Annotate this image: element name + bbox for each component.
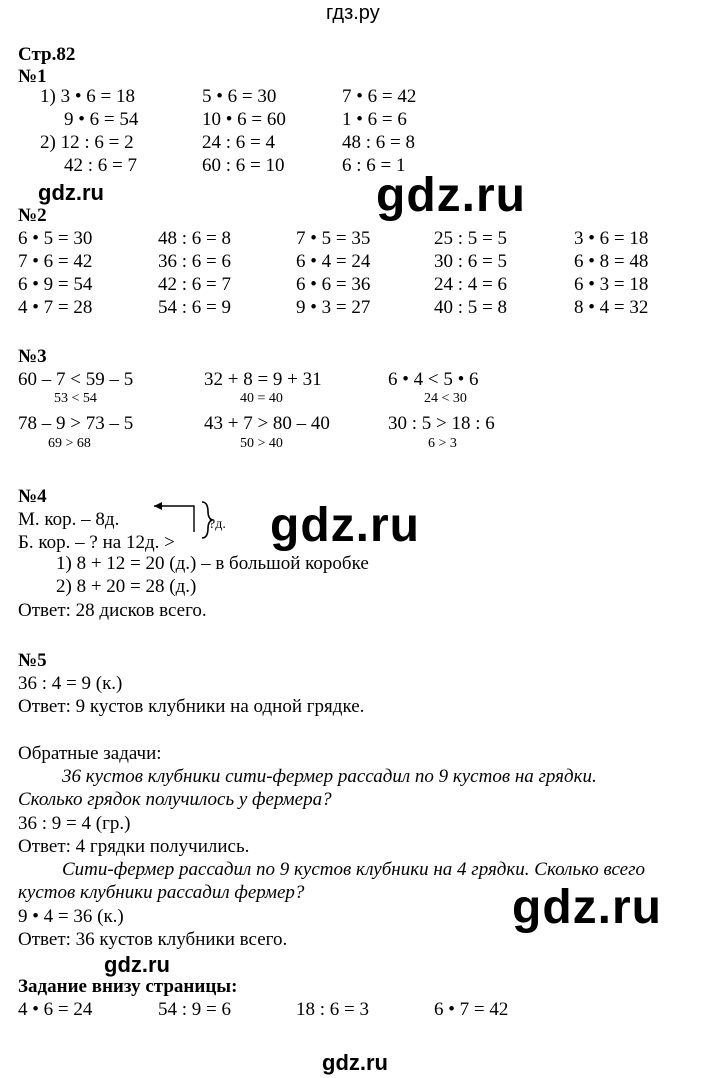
watermark: gdz.ru [270,499,420,552]
task2-item: 24 : 4 = 6 [434,274,507,295]
task3-title: №3 [18,346,47,367]
task1-item: 48 : 6 = 8 [342,132,415,153]
task3-check: 24 < 30 [424,391,467,406]
task2-item: 9 • 3 = 27 [296,297,371,318]
bottom-task-item: 4 • 6 = 24 [18,999,93,1020]
task4-short-line2: Б. кор. – ? на 12д. > [18,532,175,553]
task1-item: 1) 3 • 6 = 18 [40,86,135,107]
bottom-task-item: 18 : 6 = 3 [296,999,369,1020]
inverse-task-text: Сити-фермер рассадил по 9 кустов клубники на 4 грядки. Сколько всего [62,859,646,880]
task1-item: 1 • 6 = 6 [342,109,407,130]
task2-item: 7 • 5 = 35 [296,228,371,249]
comparison-arrow-diagram [140,498,220,548]
task2-item: 6 • 3 = 18 [574,274,649,295]
task1-title: №1 [18,66,47,87]
task5-equation: 36 : 4 = 9 (к.) [18,673,123,694]
task1-item: 60 : 6 = 10 [202,155,285,176]
task2-item: 54 : 6 = 9 [158,297,231,318]
task4-answer: Ответ: 28 дисков всего. [18,600,207,621]
task2-item: 6 • 5 = 30 [18,228,93,249]
watermark: gdz.ru [38,180,104,205]
bottom-task-item: 54 : 9 = 6 [158,999,231,1020]
task1-item: 2) 12 : 6 = 2 [40,132,134,153]
task2-item: 40 : 5 = 8 [434,297,507,318]
task3-item: 6 • 4 < 5 • 6 [388,369,479,390]
inverse-task-answer: Ответ: 36 кустов клубники всего. [18,929,288,950]
task3-check: 53 < 54 [54,391,97,406]
task5-answer: Ответ: 9 кустов клубники на одной грядке. [18,696,365,717]
task2-item: 4 • 7 = 28 [18,297,93,318]
task3-check: 50 > 40 [240,436,283,451]
task1-item: 9 • 6 = 54 [64,109,139,130]
task1-item: 7 • 6 = 42 [342,86,417,107]
task3-check: 40 = 40 [240,391,283,406]
watermark: gdz.ru [322,1050,388,1075]
page-label: Стр.82 [18,44,76,65]
brace-label: ?д. [209,517,226,532]
task2-item: 8 • 4 = 32 [574,297,649,318]
task2-item: 42 : 6 = 7 [158,274,231,295]
inverse-task-equation: 9 • 4 = 36 (к.) [18,906,124,927]
inverse-task-answer: Ответ: 4 грядки получились. [18,836,250,857]
task3-check: 6 > 3 [428,436,457,451]
watermark: gdz.ru [376,169,526,222]
task2-item: 48 : 6 = 8 [158,228,231,249]
task2-item: 25 : 5 = 5 [434,228,507,249]
task2-item: 6 • 4 = 24 [296,251,371,272]
task3-item: 30 : 5 > 18 : 6 [388,413,495,434]
task2-item: 6 • 6 = 36 [296,274,371,295]
bottom-task-item: 6 • 7 = 42 [434,999,509,1020]
task1-item: 24 : 6 = 4 [202,132,275,153]
task2-item: 3 • 6 = 18 [574,228,649,249]
inverse-tasks-title: Обратные задачи: [18,743,162,764]
task1-item: 10 • 6 = 60 [202,109,286,130]
task5-title: №5 [18,650,47,671]
task3-item: 78 – 9 > 73 – 5 [18,413,134,434]
task1-item: 5 • 6 = 30 [202,86,277,107]
task2-item: 7 • 6 = 42 [18,251,93,272]
task3-check: 69 > 68 [48,436,91,451]
inverse-task-text: Сколько грядок получилось у фермера? [18,789,332,810]
task1-item: 42 : 6 = 7 [64,155,137,176]
task2-item: 36 : 6 = 6 [158,251,231,272]
bottom-task-title: Задание внизу страницы: [18,976,238,997]
task4-short-line1: М. кор. – 8д. [18,509,120,530]
watermark: gdz.ru [104,952,170,977]
task3-item: 32 + 8 = 9 + 31 [204,369,322,390]
task3-item: 43 + 7 > 80 – 40 [204,413,330,434]
watermark: gdz.ru [512,881,662,934]
task2-item: 6 • 8 = 48 [574,251,649,272]
inverse-task-text: 36 кустов клубники сити-фермер рассадил по 9 кустов на грядки. [62,766,597,787]
task4-step: 2) 8 + 20 = 28 (д.) [56,576,197,597]
task2-item: 6 • 9 = 54 [18,274,93,295]
inverse-task-equation: 36 : 9 = 4 (гр.) [18,813,131,834]
inverse-task-text: кустов клубники рассадил фермер? [18,882,305,903]
task1-item: 6 : 6 = 1 [342,155,406,176]
site-header: гдз.ру [326,2,380,24]
task3-item: 60 – 7 < 59 – 5 [18,369,134,390]
task2-title: №2 [18,205,47,226]
task2-item: 30 : 6 = 5 [434,251,507,272]
task4-step: 1) 8 + 12 = 20 (д.) – в большой коробке [56,553,369,574]
task4-title: №4 [18,486,47,507]
